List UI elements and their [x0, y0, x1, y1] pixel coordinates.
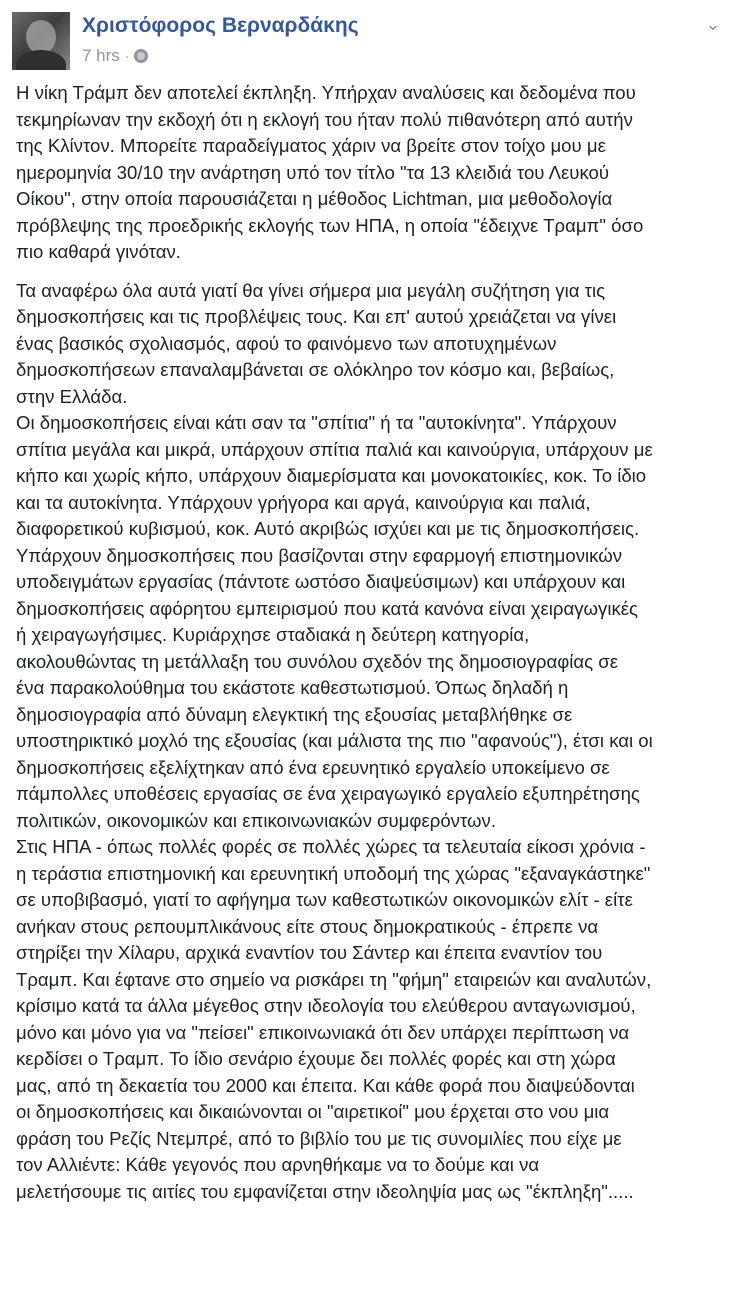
meta-separator: · — [124, 48, 130, 64]
avatar-face — [26, 20, 56, 54]
avatar[interactable] — [12, 12, 70, 70]
post-paragraph-4: Στις ΗΠΑ - όπως πολλές φορές σε πολλές χώρες τα τελευταία είκοσι χρόνια - η τεράστια επιστημονική και ερευνητική υποδομή της χώρας "εξαναγκάστηκε" σε υποβιβασμό, γιατί το αφήγημα των καθεστωτικών οικονομικών ελίτ - είτε ανήκαν στους ρεπουμπλικάνους είτε στους δημοκρατικούς - έπρεπε να στηρίξει την Χίλαρυ, αρχικά εναντίον του Σάντερ και έπειτα εναντίον του Τραμπ. Και έφτανε στο σημείο να ρισκάρει τη "φήμη" εταιρειών και αναλυτών, κρίσιμο κατά τα άλλα μέγεθος στην ιδεολογία του ελεύθερου ανταγωνισμού, μόνο και μόνο για να "πείσει" επικοινωνιακά ότι δεν υπάρχει περίπτωση να κερδίσει ο Τραμπ. Το ίδιο σενάριο έχουμε δει πολλές φορές και στη χώρα μας, από τη δεκαετία του 2000 και έπειτα. Και κάθε φορά που διαψεύδονται οι δημοσκοπήσεις και δικαιώνονται οι "αιρετικοί" μου έρχεται στο νου μια φράση του Ρεζίς Ντεμπρέ, από το βιβλίο του με τις συνομιλίες που είχε με τον Αλλιέντε: Κάθε γεγονός που αρνηθήκαμε να το δούμε και να μελετήσουμε τις αιτίες του εμφανίζεται στην ιδεοληψία μας ως "έκπληξη"..... — [16, 836, 652, 1202]
post-meta — [82, 46, 148, 66]
post-header — [8, 8, 727, 70]
globe-icon[interactable] — [134, 49, 148, 63]
post-paragraph-2: Τα αναφέρω όλα αυτά γιατί θα γίνει σήμερα μια μεγάλη συζήτηση για τις δημοσκοπήσεις και τις προβλέψεις τους. Και επ' αυτού χρειάζεται να γίνει ένας βασικός σχολιασμός, αφού το φαινόμενο των αποτυχημένων δημοσκοπήσεων επαναλαμβάνεται σε ολόκληρο τον κόσμο και, βεβαίως, στην Ελλάδα. — [16, 279, 617, 407]
avatar-shoulders — [16, 50, 66, 70]
post-paragraph-1: Η νίκη Τράμπ δεν αποτελεί έκπληξη. Υπήρχαν αναλύσεις και δεδομένα που τεκμηρίωναν την εκδοχή ότι η εκλογή του ήταν πολύ πιθανότερη από αυτήν της Κλίντον. Μπορείτε παραδείγματος χάριν να βρείτε στον τοίχο μου με ημερομηνία 30/10 την ανάρτηση υπό τον τίτλο "τα 13 κλειδιά του Λευκού Οίκου", στην οποία παρουσιάζεται η μέθοδος Lichtman, μια μεθοδολογία πρόβλεψης της προεδρικής εκλογής των ΗΠΑ, η οποία "έδειχνε Τραμπ" όσο πιο καθαρά γινόταν. — [16, 82, 644, 262]
post-paragraph-3: Οι δημοσκοπήσεις είναι κάτι σαν τα "σπίτια" ή τα "αυτοκίνητα". Υπάρχουν σπίτια μεγάλα και μικρά, υπάρχουν σπίτια παλιά και καινούργια, υπάρχουν με κήπο και χωρίς κήπο, υπάρχουν διαμερίσματα και μονοκατοικίες, κοκ. Το ίδιο και τα αυτοκίνητα. Υπάρχουν γρήγορα και αργά, καινούργια και παλιά, διαφορετικού κυβισμού, κοκ. Αυτό ακριβώς ισχύει και με τις δημοσκοπήσεις. Υπάρχουν δημοσκοπήσεις που βασίζονται στην εφαρμογή επιστημονικών υποδειγμάτων εργασίας (πάντοτε ωστόσο διαψεύσιμων) και υπάρχουν και δημοσκοπήσεις αφόρητου εμπειρισμού που κατά κανόνα είναι χειραγωγικές ή χειραγωγήσιμες. Κυριάρχησε σταδιακά η δεύτερη κατηγορία, ακολουθώντας τη μετάλλαξη του συνόλου σχεδόν της δημοσιογραφίας σε ένα παρακολούθημα του εκάστοτε καθεστωτισμού. Όπως δηλαδή η δημοσιογραφία από δύναμη ελεγκτική της εξουσίας μεταβλήθηκε σε υποστηρικτικό μοχλό της εξουσίας (και μάλιστα της πιο "αφανούς"), έτσι και οι δημοσκοπήσεις εξελίχτηκαν από ένα ερευνητικό εργαλείο υποκείμενο σε πάμπολλες υποθέσεις εργασίας σε ένα χειραγωγικό εργαλείο εξυπηρέτησης πολιτικών, οικονομικών και επικοινωνιακών συμφερόντων. — [16, 412, 653, 831]
chevron-down-icon[interactable]: ⌄ — [705, 14, 721, 34]
author-name[interactable]: Χριστόφορος Βερναρδάκης — [82, 14, 359, 37]
post-timestamp[interactable]: 7 hrs — [82, 46, 120, 65]
post-body — [16, 80, 724, 1205]
